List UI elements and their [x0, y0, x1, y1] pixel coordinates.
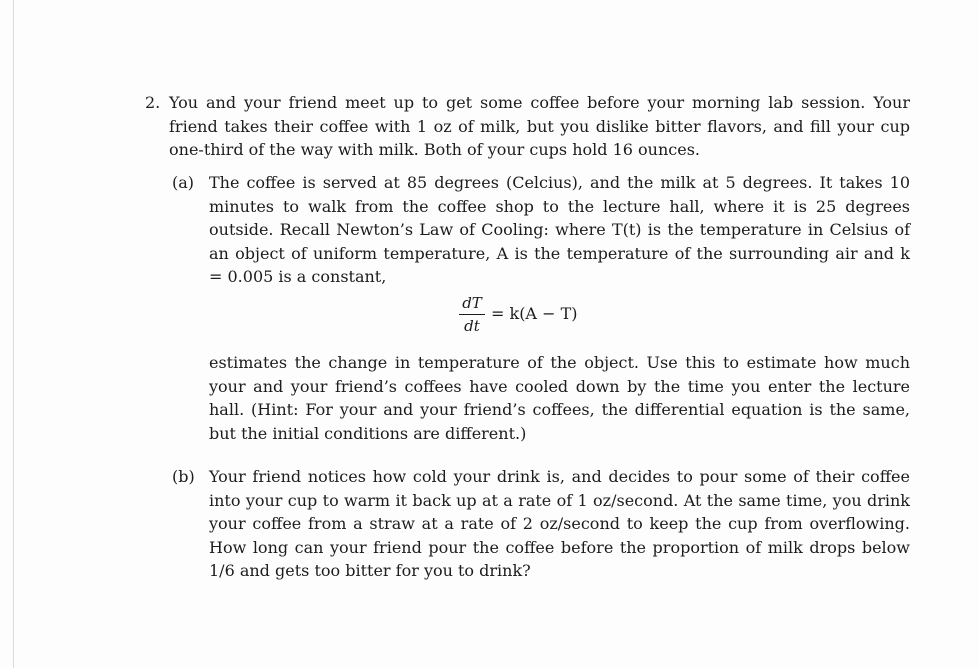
part-a-text-after: estimates the change in temperature of the object. Use this to estimate how much your and your friend’s coffees have cooled down by the time you enter the lecture hall. (Hint: For your and your friend’s coffees, the differential equation is the same, but the initial conditions are different.)	[209, 352, 910, 443]
part-a	[172, 171, 910, 445]
part-a-body	[209, 171, 910, 445]
derivative-fraction	[459, 295, 485, 335]
problem-2	[145, 91, 910, 581]
fraction-denominator: dt	[464, 316, 480, 335]
equation-right-side: = k(A − T)	[491, 303, 578, 323]
part-b	[172, 465, 910, 583]
part-a-label: (a)	[172, 173, 195, 192]
part-b-label: (b)	[172, 467, 195, 486]
problem-number: 2.	[145, 93, 161, 112]
part-b-body: Your friend notices how cold your drink is, and decides to pour some of their coffee into your cup to warm it back up at a rate of 1 oz/second. At the same time, you drink your coffee from a straw at a rate of 2 oz/second to keep the cup from overflowing. How long can your friend pour the coffee before the proportion of milk drops below 1/6 and gets too bitter for you to drink?	[209, 467, 910, 581]
newton-cooling-equation	[209, 295, 910, 347]
fraction-numerator: dT	[462, 293, 482, 312]
part-a-text-before: The coffee is served at 85 degrees (Celcius), and the milk at 5 degrees. It takes 10 minutes to walk from the coffee shop to the lecture hall, where it is 25 degrees outside. Recall Newton’s Law of Cooling: where T(t) is the temperature in Celsius of an object of uniform temperature, A is the temperature of the surrounding air and k = 0.005 is a constant,	[209, 173, 910, 287]
fraction-bar	[459, 314, 485, 315]
problem-intro: You and your friend meet up to get some coffee before your morning lab session. Your friend takes their coffee with 1 oz of milk, but you dislike bitter flavors, and fill your cup one-third of the way with milk. Both of your cups hold 16 ounces.	[169, 93, 910, 160]
